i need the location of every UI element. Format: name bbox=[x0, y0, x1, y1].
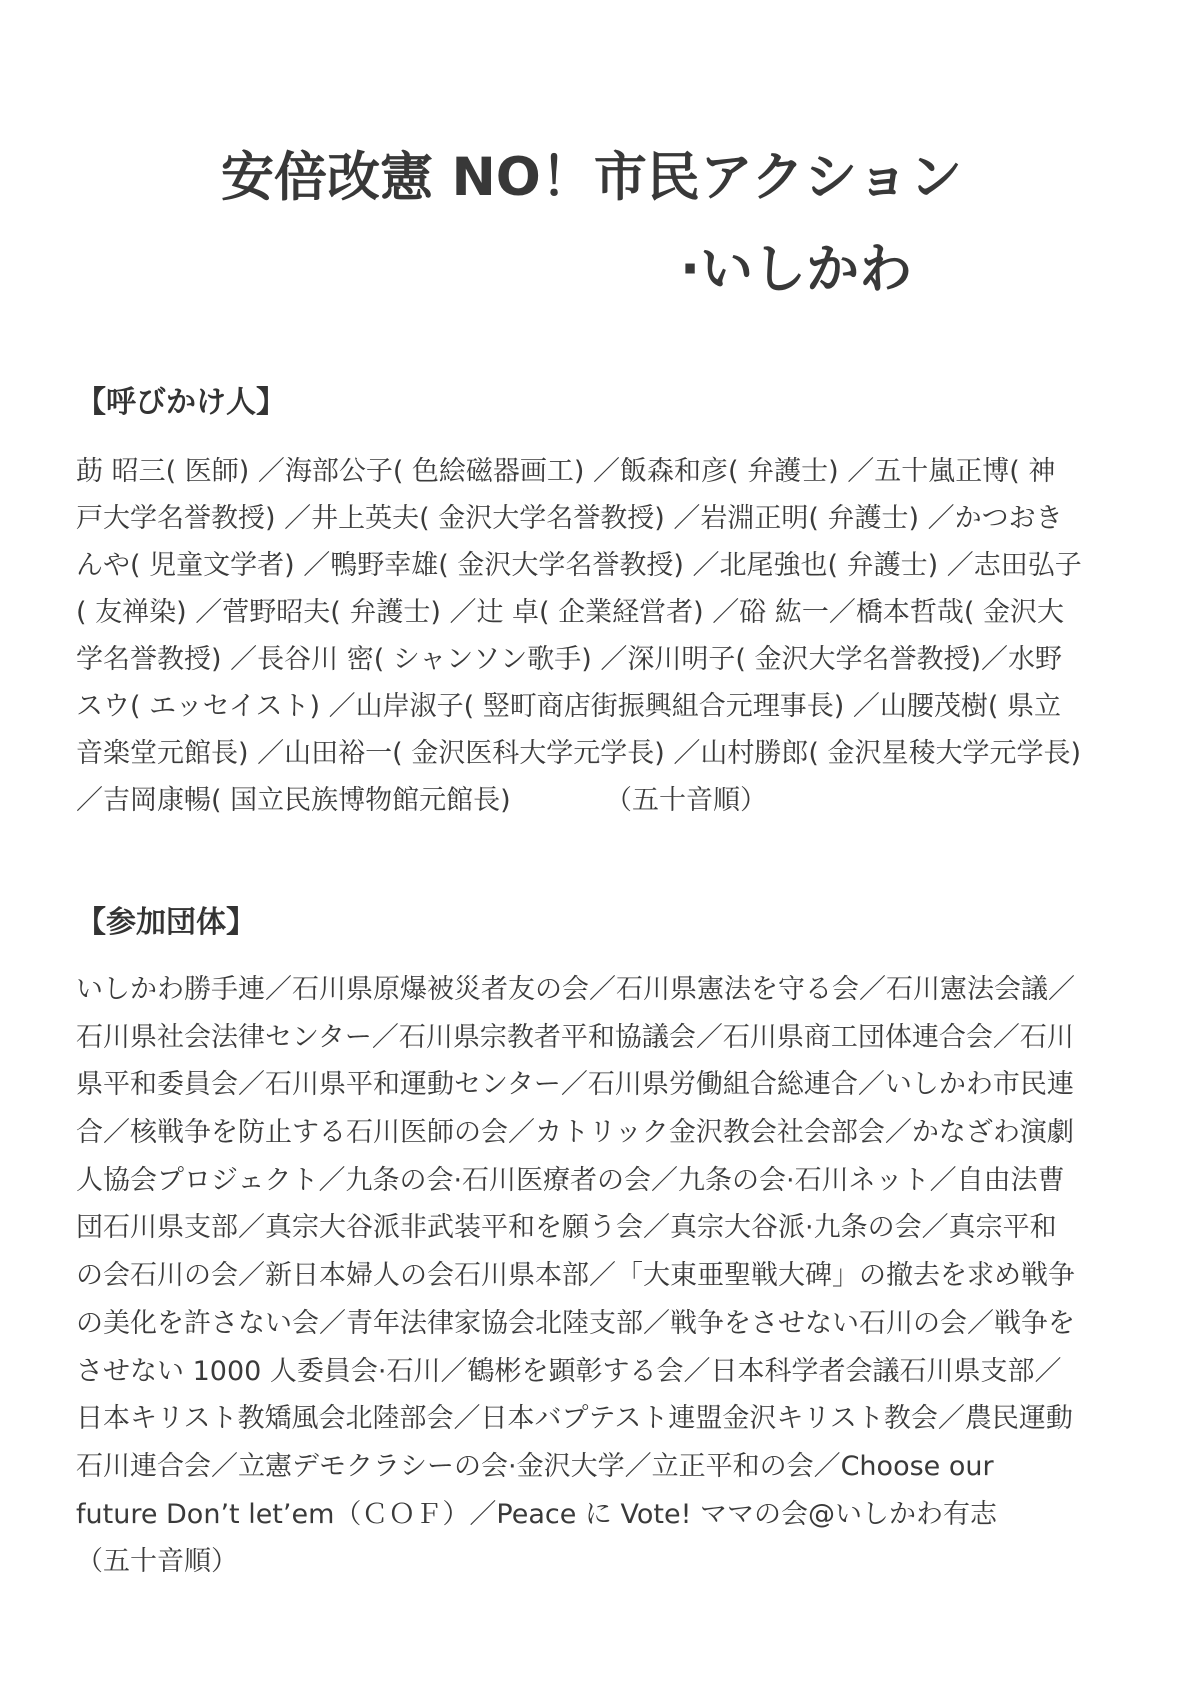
body-line: 団石川県支部／真宗大谷派非武装平和を願う会／真宗大谷派·九条の会／真宗平和 bbox=[76, 1212, 1057, 1244]
body-line: 戸大学名誉教授) ／井上英夫( 金沢大学名誉教授) ／岩淵正明( 弁護士) ／かつおき bbox=[76, 503, 1063, 534]
body-line: 合／核戦争を防止する石川医師の会／カトリック金沢教会社会部会／かなざわ演劇 bbox=[76, 1117, 1074, 1149]
body-line: スウ( エッセイスト) ／山岸淑子( 竪町商店街振興組合元理事長) ／山腰茂樹( 県立 bbox=[76, 691, 1061, 722]
groups-heading: 【参加団体】 bbox=[76, 905, 256, 940]
groups-order-note: （五十音順） bbox=[76, 1546, 238, 1578]
body-line: いしかわ勝手連／石川県原爆被災者友の会／石川県憲法を守る会／石川憲法会議／ bbox=[76, 974, 1075, 1005]
body-line: 石川連合会／立憲デモクラシーの会·金沢大学／立正平和の会／Choose our bbox=[76, 1450, 994, 1482]
document-title-line-2: ·いしかわ bbox=[680, 239, 913, 300]
body-line: させない 1000 人委員会·石川／鶴彬を顕彰する会／日本科学者会議石川県支部／ bbox=[76, 1355, 1062, 1387]
body-line: 日本キリスト教矯風会北陸部会／日本バプテスト連盟金沢キリスト教会／農民運動 bbox=[76, 1403, 1073, 1435]
body-line: ( 友禅染) ／菅野昭夫( 弁護士) ／辻 卓( 企業経営者) ／硲 紘一／橋本哲哉( 金沢大 bbox=[76, 597, 1064, 628]
callers-order-note: （五十音順） bbox=[605, 785, 767, 816]
body-line: future Don’t let’em（ＣＯＦ）／Peace に Vote! ママの会@いしかわ有志 bbox=[76, 1498, 997, 1530]
body-line: の会石川の会／新日本婦人の会石川県本部／「大東亜聖戦大碑」の撤去を求め戦争 bbox=[76, 1260, 1075, 1292]
body-line: 石川県社会法律センター／石川県宗教者平和協議会／石川県商工団体連合会／石川 bbox=[76, 1021, 1074, 1053]
body-line: 音楽堂元館長) ／山田裕一( 金沢医科大学元学長) ／山村勝郎( 金沢星稜大学元学長) bbox=[76, 738, 1081, 769]
body-line: んや( 児童文学者) ／鴨野幸雄( 金沢大学名誉教授) ／北尾強也( 弁護士) ／志田弘子 bbox=[76, 550, 1082, 581]
body-line: 莇 昭三( 医師) ／海部公子( 色絵磁器画工) ／飯森和彦( 弁護士) ／五十嵐正博( 神 bbox=[76, 456, 1056, 487]
document-title-line-1: 安倍改憲 NO！市民アクション bbox=[221, 147, 963, 208]
callers-heading: 【呼びかけ人】 bbox=[76, 385, 286, 420]
body-line: 人協会プロジェクト／九条の会·石川医療者の会／九条の会·石川ネット／自由法曹 bbox=[76, 1164, 1065, 1196]
body-line: の美化を許さない会／青年法律家協会北陸支部／戦争をさせない石川の会／戦争を bbox=[76, 1307, 1075, 1339]
body-line-last bbox=[76, 777, 1176, 824]
last-caller-text: ／吉岡康暢( 国立民族博物館元館長) bbox=[76, 785, 511, 816]
callers-list bbox=[76, 448, 1176, 824]
body-line: 学名誉教授) ／長谷川 密( シャンソン歌手) ／深川明子( 金沢大学名誉教授)／水野 bbox=[76, 644, 1063, 675]
body-line: 県平和委員会／石川県平和運動センター／石川県労働組合総連合／いしかわ市民連 bbox=[76, 1069, 1074, 1101]
groups-list bbox=[76, 966, 1176, 1586]
